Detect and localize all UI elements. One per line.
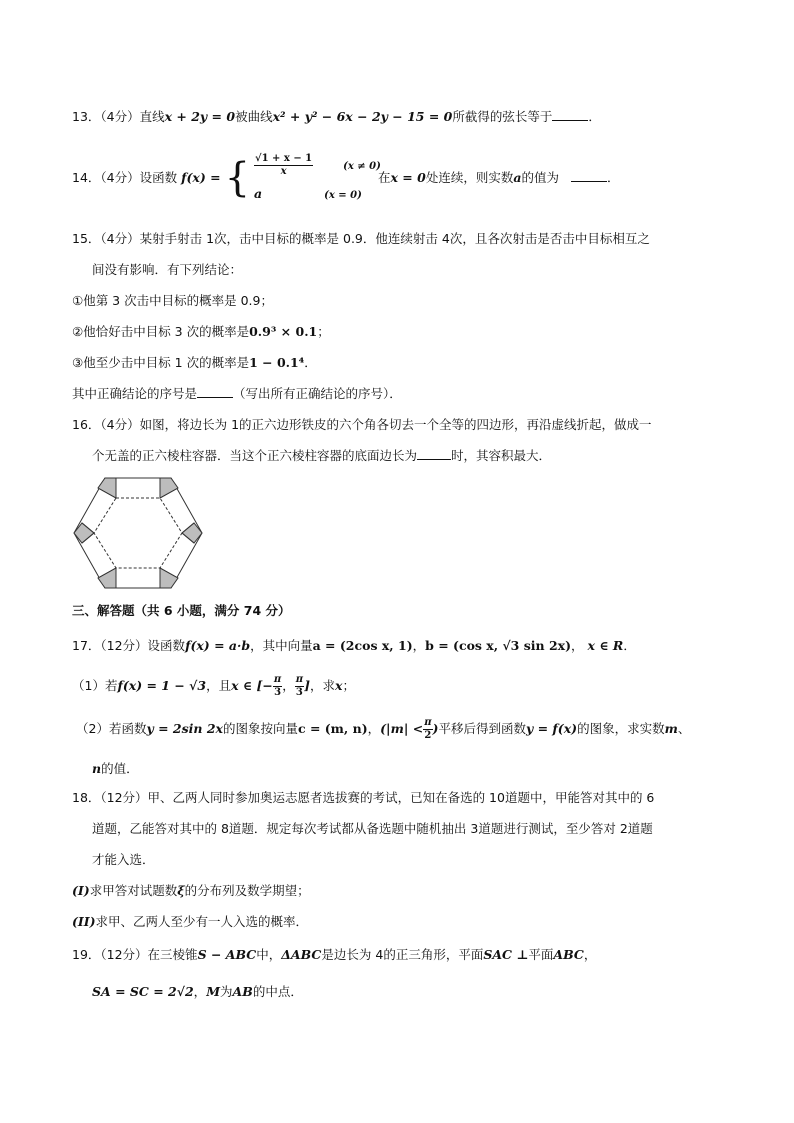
question-18-line2: 道题，乙能答对其中的 8道题．规定每次考试都从备选题中随机抽出 3道题进行测试，至少答对 2道题 [92,821,653,836]
question-16-line2: 个无盖的正六棱柱容器．当这个正六棱柱容器的底面边长为 时，其容积最大． [92,448,552,463]
hexagon-figure [72,476,204,590]
conclusion-1: ①他第 3 次击中目标的概率是 0.9； [72,293,273,308]
question-13: 13．（4分）直线x + 2y = 0被曲线x² + y² − 6x − 2y − 15 = 0所截得的弦长等于 ． [72,109,601,124]
piecewise-brace: { [224,155,251,201]
answer-blank [417,447,451,460]
question-18-line1: 18．（12分）甲、乙两人同时参加奥运志愿者选拔赛的考试，已知在备选的 10道题中，甲能答对其中的 6 [72,790,655,805]
question-17: 17．（12分）设函数f(x) = a·b，其中向量a = (2cos x, 1)，b = (cos x, √3 sin 2x)， x ∈ R． [72,638,636,653]
question-15-line2: 间没有影响．有下列结论： [92,262,243,277]
question-17-part2-cont: n的值． [92,761,139,776]
question-14: 14．（4分）设函数 f(x) = { $\frac{√1 + x - 1}{x}$ (x ≠ 0) a (x = 0) 在x = 0处连续，则实数a的值为 ． [72,151,619,207]
question-17-part2: （2）若函数y = 2sin 2x的图象按向量c = (m, n)，(|m| < $\frac{\pi}{2}$ )平移后得到函数y = f(x)的图象，求实数m、 [76,717,691,741]
conclusion-2: ②他恰好击中目标 3 次的概率是0.9³ × 0.1； [72,324,330,339]
section-3-title: 三、解答题（共 6 小题，满分 74 分） [72,603,291,618]
question-18-part2: (II)求甲、乙两人至少有一人入选的概率． [72,914,309,929]
question-16-line1: 16．（4分）如图，将边长为 1的正六边形铁皮的六个角各切去一个全等的四边形，再沿虚线折起，做成一 [72,417,652,432]
question-19-line2: SA = SC = 2√2，M为AB的中点． [92,984,303,999]
answer-blank [552,108,588,121]
question-18-line3: 才能入选． [92,852,155,867]
piecewise-function: $\frac{√1 + x - 1}{x}$ (x ≠ 0) a (x = 0) [254,153,381,201]
question-15-line1: 15．（4分）某射手射击 1次，击中目标的概率是 0.9．他连续射击 4次，且各次射击是否击中目标相互之 [72,231,650,246]
question-19: 19．（12分）在三棱锥S − ABC中，ΔABC是边长为 4的正三角形，平面SAC ⊥平面ABC， [72,947,597,962]
conclusion-3: ③他至少击中目标 1 次的概率是1 − 0.1⁴． [72,355,317,370]
answer-blank [197,385,233,398]
question-18-part1: (I)求甲答对试题数ξ的分布列及数学期望； [72,883,310,898]
answer-blank [571,169,607,182]
question-17-part1: （1）若f(x) = 1 − √3，且x ∈ [− $\frac{\pi}{3}$ ， $\frac{\pi}{3}$ ]，求x； [72,674,355,698]
question-15-prompt: 其中正确结论的序号是 （写出所有正确结论的序号）． [72,386,402,401]
